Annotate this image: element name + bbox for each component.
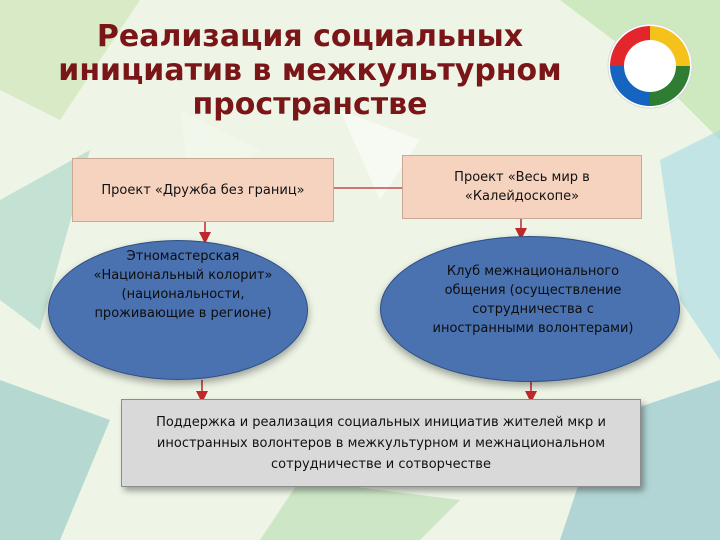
project-box-label: Проект «Дружба без границ»	[101, 182, 305, 198]
title-line: пространстве	[192, 87, 428, 122]
result-box	[121, 399, 641, 487]
ellipse-interethnic-club-label: Клуб межнационального общения (осуществление сотрудничества с иностранными волонтерами)	[432, 264, 634, 336]
slide-title	[40, 20, 580, 122]
child-figure-emblem-icon	[606, 22, 694, 110]
ellipse-ethno-workshop-label: Этномастерская «Национальный колорит» (национальности, проживающие в регионе)	[93, 249, 273, 321]
project-box-friendship	[72, 158, 334, 222]
project-box-kaleidoscope	[402, 155, 642, 219]
title-line: инициатив в межкультурном	[58, 53, 562, 88]
title-line: Реализация социальных	[96, 19, 524, 54]
project-box-label: Проект «Весь мир в «Калейдоскопе»	[454, 170, 590, 204]
result-box-label: Поддержка и реализация социальных инициатив жителей мкр и иностранных волонтеров в межкультурном и межнациональном сотрудничестве и сотворчестве	[156, 414, 606, 472]
